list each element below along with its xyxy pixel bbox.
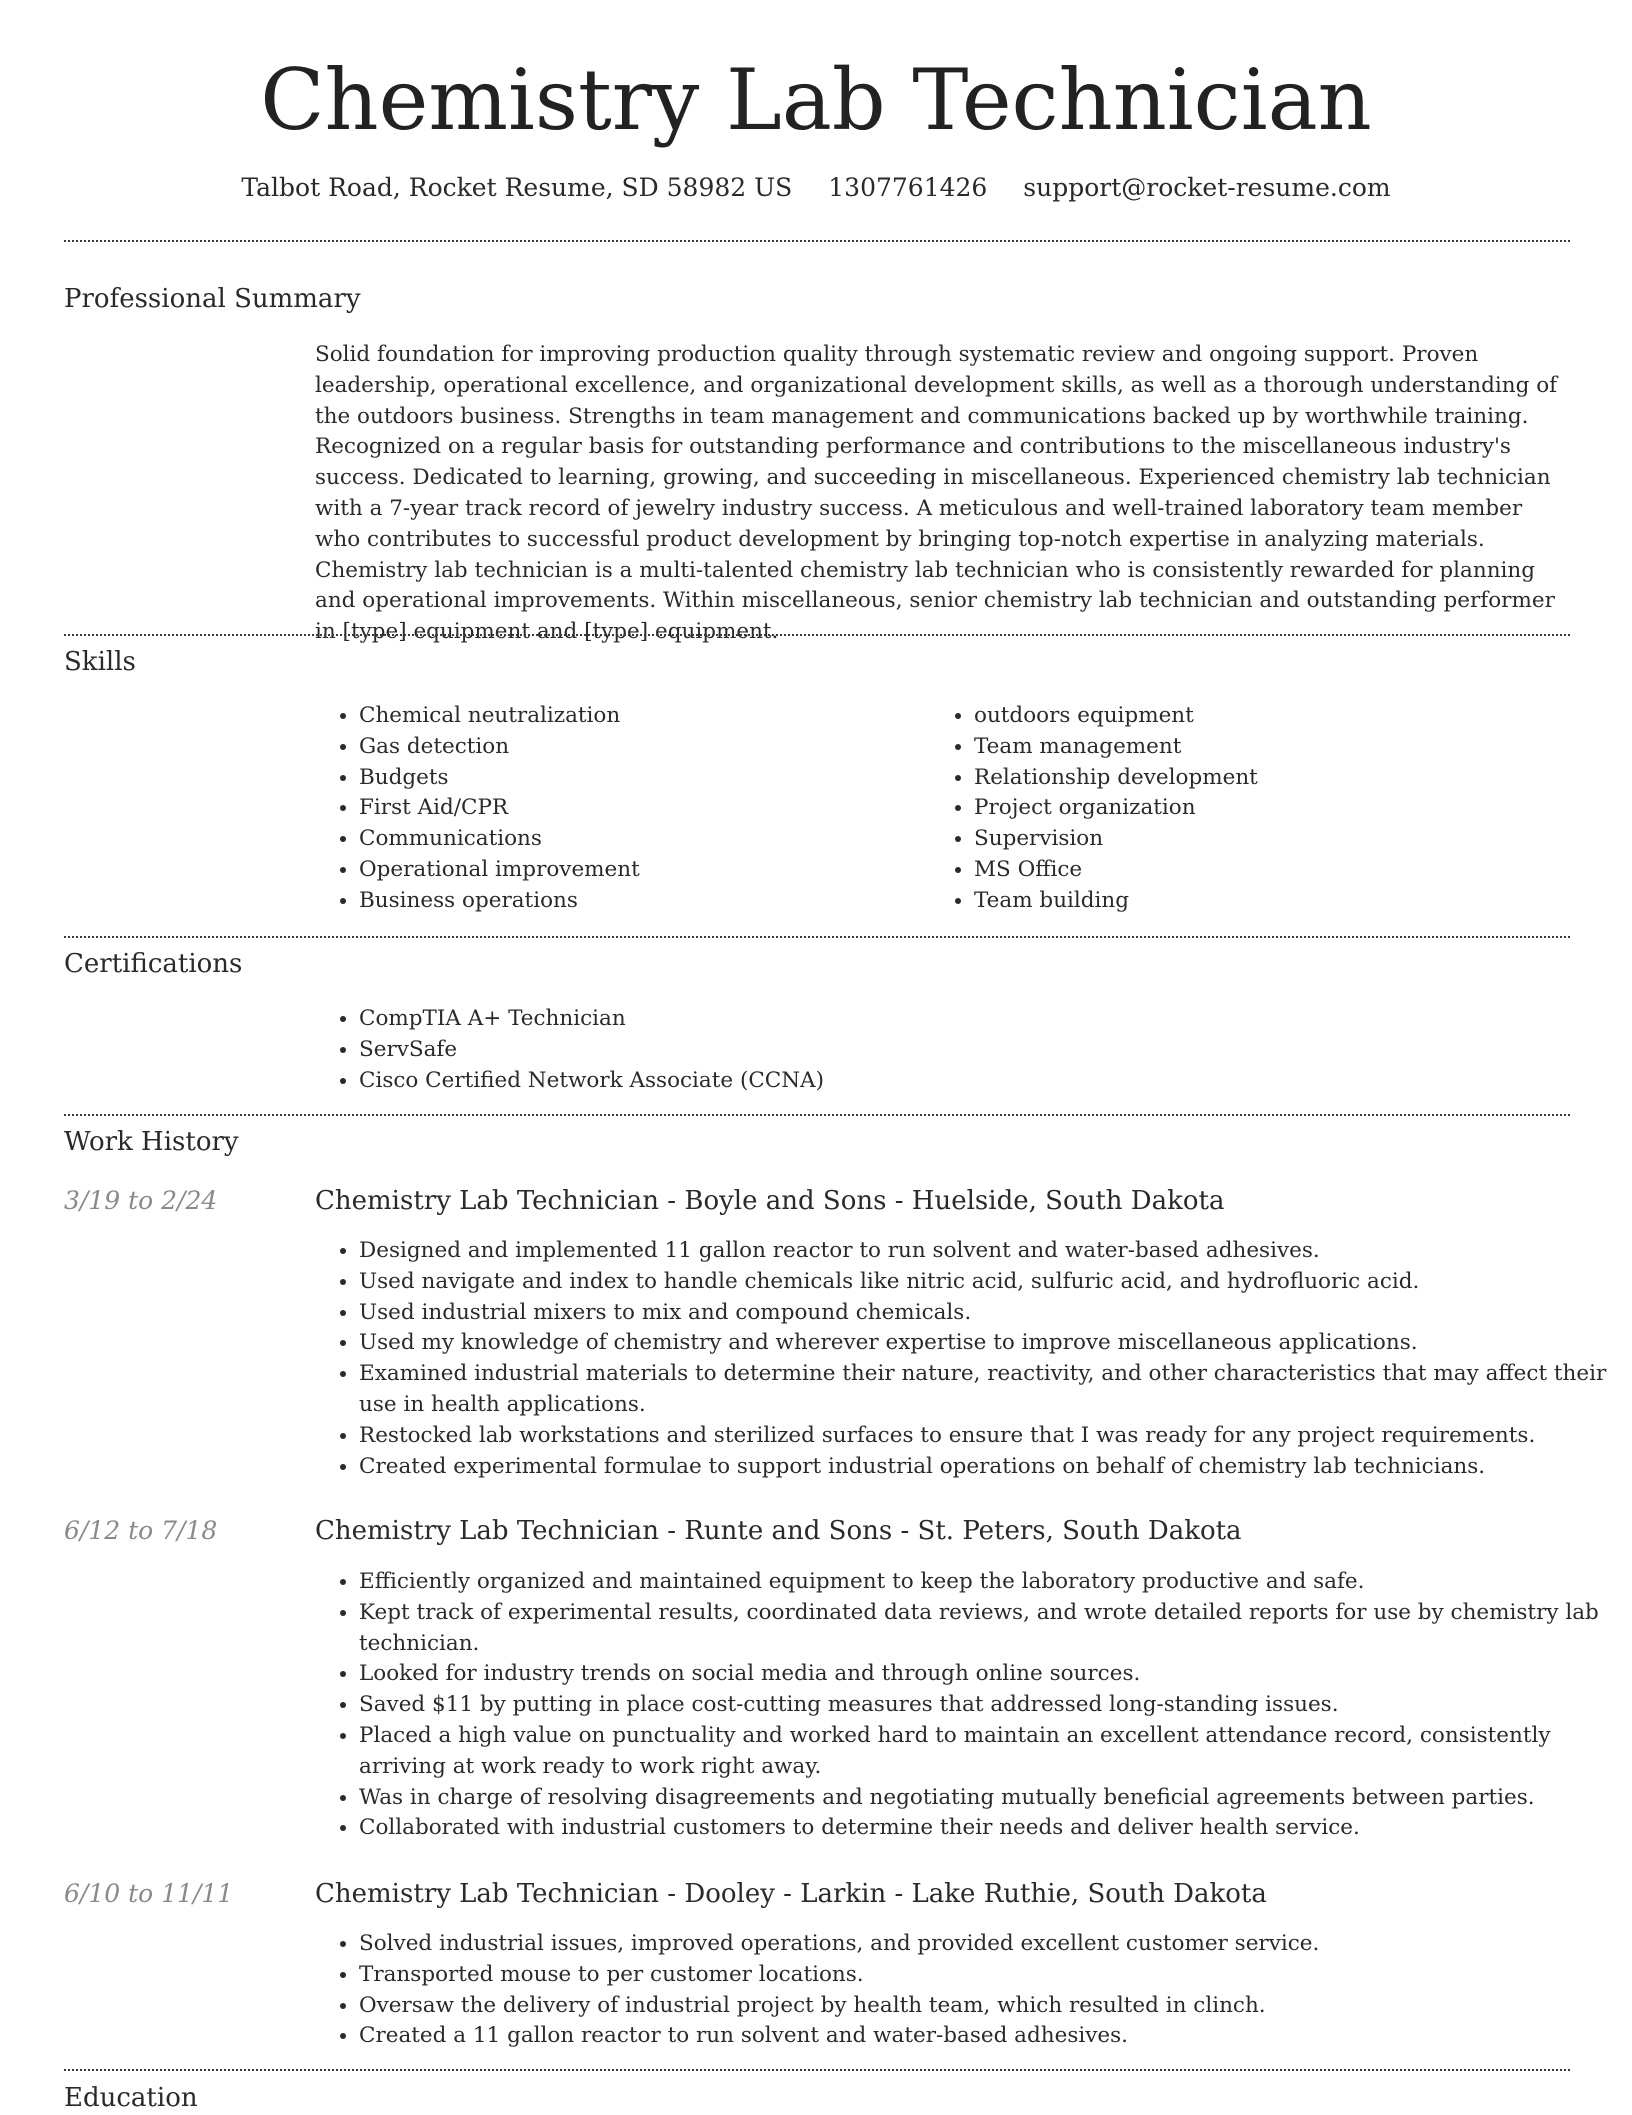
skill-item: • Team management <box>974 732 1258 763</box>
job-bullet: • Transported mouse to per customer locations. <box>359 1960 1615 1991</box>
job-bullet: • Kept track of experimental results, coordinated data reviews, and wrote detailed reports for use by chemistry lab technician. <box>359 1598 1615 1660</box>
skill-item: • Project organization <box>974 793 1258 824</box>
job-bullet: • Used industrial mixers to mix and compound chemicals. <box>359 1298 1615 1329</box>
skill-item: • Supervision <box>974 824 1258 855</box>
skill-item: • Operational improvement <box>359 855 640 886</box>
skill-item: • Chemical neutralization <box>359 701 640 732</box>
resume-name: Chemistry Lab Technician <box>260 51 1372 149</box>
section-divider <box>64 1114 1570 1116</box>
job-bullets <box>315 1929 1615 2052</box>
job-dates: 3/19 to 2/24 <box>64 1186 218 1215</box>
certification-item: • Cisco Certified Network Associate (CCNA) <box>359 1066 824 1097</box>
job-bullet: • Restocked lab workstations and sterilized surfaces to ensure that I was ready for any project requirements. <box>359 1421 1615 1452</box>
contact-email: support@rocket-resume.com <box>1023 173 1391 202</box>
job-bullet: • Used my knowledge of chemistry and wherever expertise to improve miscellaneous applications. <box>359 1328 1615 1359</box>
skills-list-right <box>930 701 1258 917</box>
job-bullet: • Created a 11 gallon reactor to run solvent and water-based adhesives. <box>359 2021 1615 2052</box>
skill-item: • Gas detection <box>359 732 640 763</box>
job-bullet: • Looked for industry trends on social media and through online sources. <box>359 1659 1615 1690</box>
education-heading: Education <box>64 2083 198 2113</box>
job-bullet: • Saved $11 by putting in place cost-cutting measures that addressed long-standing issues. <box>359 1690 1615 1721</box>
summary-heading: Professional Summary <box>64 284 361 314</box>
job-bullet: • Designed and implemented 11 gallon reactor to run solvent and water-based adhesives. <box>359 1236 1615 1267</box>
skill-item: • First Aid/CPR <box>359 793 640 824</box>
skill-item: • Communications <box>359 824 640 855</box>
section-divider <box>64 240 1570 242</box>
section-divider <box>64 936 1570 938</box>
job-bullets <box>315 1567 1615 1844</box>
section-divider <box>64 2069 1570 2071</box>
section-divider <box>64 634 1570 636</box>
skills-heading: Skills <box>64 647 136 677</box>
skill-item: • Relationship development <box>974 763 1258 794</box>
job-bullets <box>315 1236 1615 1482</box>
skill-item: • Business operations <box>359 886 640 917</box>
job-bullet: • Efficiently organized and maintained equipment to keep the laboratory productive and safe. <box>359 1567 1615 1598</box>
job-bullet: • Was in charge of resolving disagreements and negotiating mutually beneficial agreements between parties. <box>359 1783 1615 1814</box>
contact-line <box>0 168 1632 208</box>
job-bullet: • Created experimental formulae to support industrial operations on behalf of chemistry lab technicians. <box>359 1452 1615 1483</box>
work-history-heading: Work History <box>64 1127 239 1157</box>
skill-item: • Budgets <box>359 763 640 794</box>
skill-item: • Team building <box>974 886 1258 917</box>
skills-list-left <box>315 701 640 917</box>
certification-item: • CompTIA A+ Technician <box>359 1004 824 1035</box>
job-bullet: • Solved industrial issues, improved operations, and provided excellent customer service. <box>359 1929 1615 1960</box>
job-bullet: • Oversaw the delivery of industrial project by health team, which resulted in clinch. <box>359 1991 1615 2022</box>
certification-item: • ServSafe <box>359 1035 824 1066</box>
certifications-list <box>315 1004 824 1096</box>
skill-item: • outdoors equipment <box>974 701 1258 732</box>
job-dates: 6/10 to 11/11 <box>64 1879 234 1908</box>
certifications-heading: Certifications <box>64 949 243 979</box>
job-bullet: • Placed a high value on punctuality and worked hard to maintain an excellent attendance record, consistently arriving at work ready to work right away. <box>359 1721 1615 1783</box>
job-bullet: • Examined industrial materials to determine their nature, reactivity, and other characteristics that may affect their use in health applications. <box>359 1359 1615 1421</box>
job-bullet: • Used navigate and index to handle chemicals like nitric acid, sulfuric acid, and hydrofluoric acid. <box>359 1267 1615 1298</box>
job-bullet: • Collaborated with industrial customers to determine their needs and deliver health service. <box>359 1813 1615 1844</box>
job-heading: Chemistry Lab Technician - Runte and Sons - St. Peters, South Dakota <box>315 1516 1242 1546</box>
job-heading: Chemistry Lab Technician - Boyle and Sons - Huelside, South Dakota <box>315 1186 1225 1216</box>
contact-phone: 1307761426 <box>828 173 988 202</box>
contact-address: Talbot Road, Rocket Resume, SD 58982 US <box>241 173 793 202</box>
job-heading: Chemistry Lab Technician - Dooley - Larkin - Lake Ruthie, South Dakota <box>315 1879 1267 1909</box>
skill-item: • MS Office <box>974 855 1258 886</box>
job-dates: 6/12 to 7/18 <box>64 1516 218 1545</box>
summary-text: Solid foundation for improving production quality through systematic review and ongoing support. Proven leadership, operational excellence, and organizational development skills, as well as a thorough understanding of the outdoors business. Strengths in team management and communications backed up by worthwhile training. Recognized on a regular basis for outstanding performance and contributions to the miscellaneous industry's success. Dedicated to learning, growing, and succeeding in miscellaneous. Experienced chemistry lab technician with a 7-year track record of jewelry industry success. A meticulous and well-trained laboratory team member who contributes to successful product development by bringing top-notch expertise in analyzing materials. Chemistry lab technician is a multi-talented chemistry lab technician who is consistently rewarded for planning and operational improvements. Within miscellaneous, senior chemistry lab technician and outstanding performer in [type] equipment and [type] equipment. <box>315 342 1558 645</box>
